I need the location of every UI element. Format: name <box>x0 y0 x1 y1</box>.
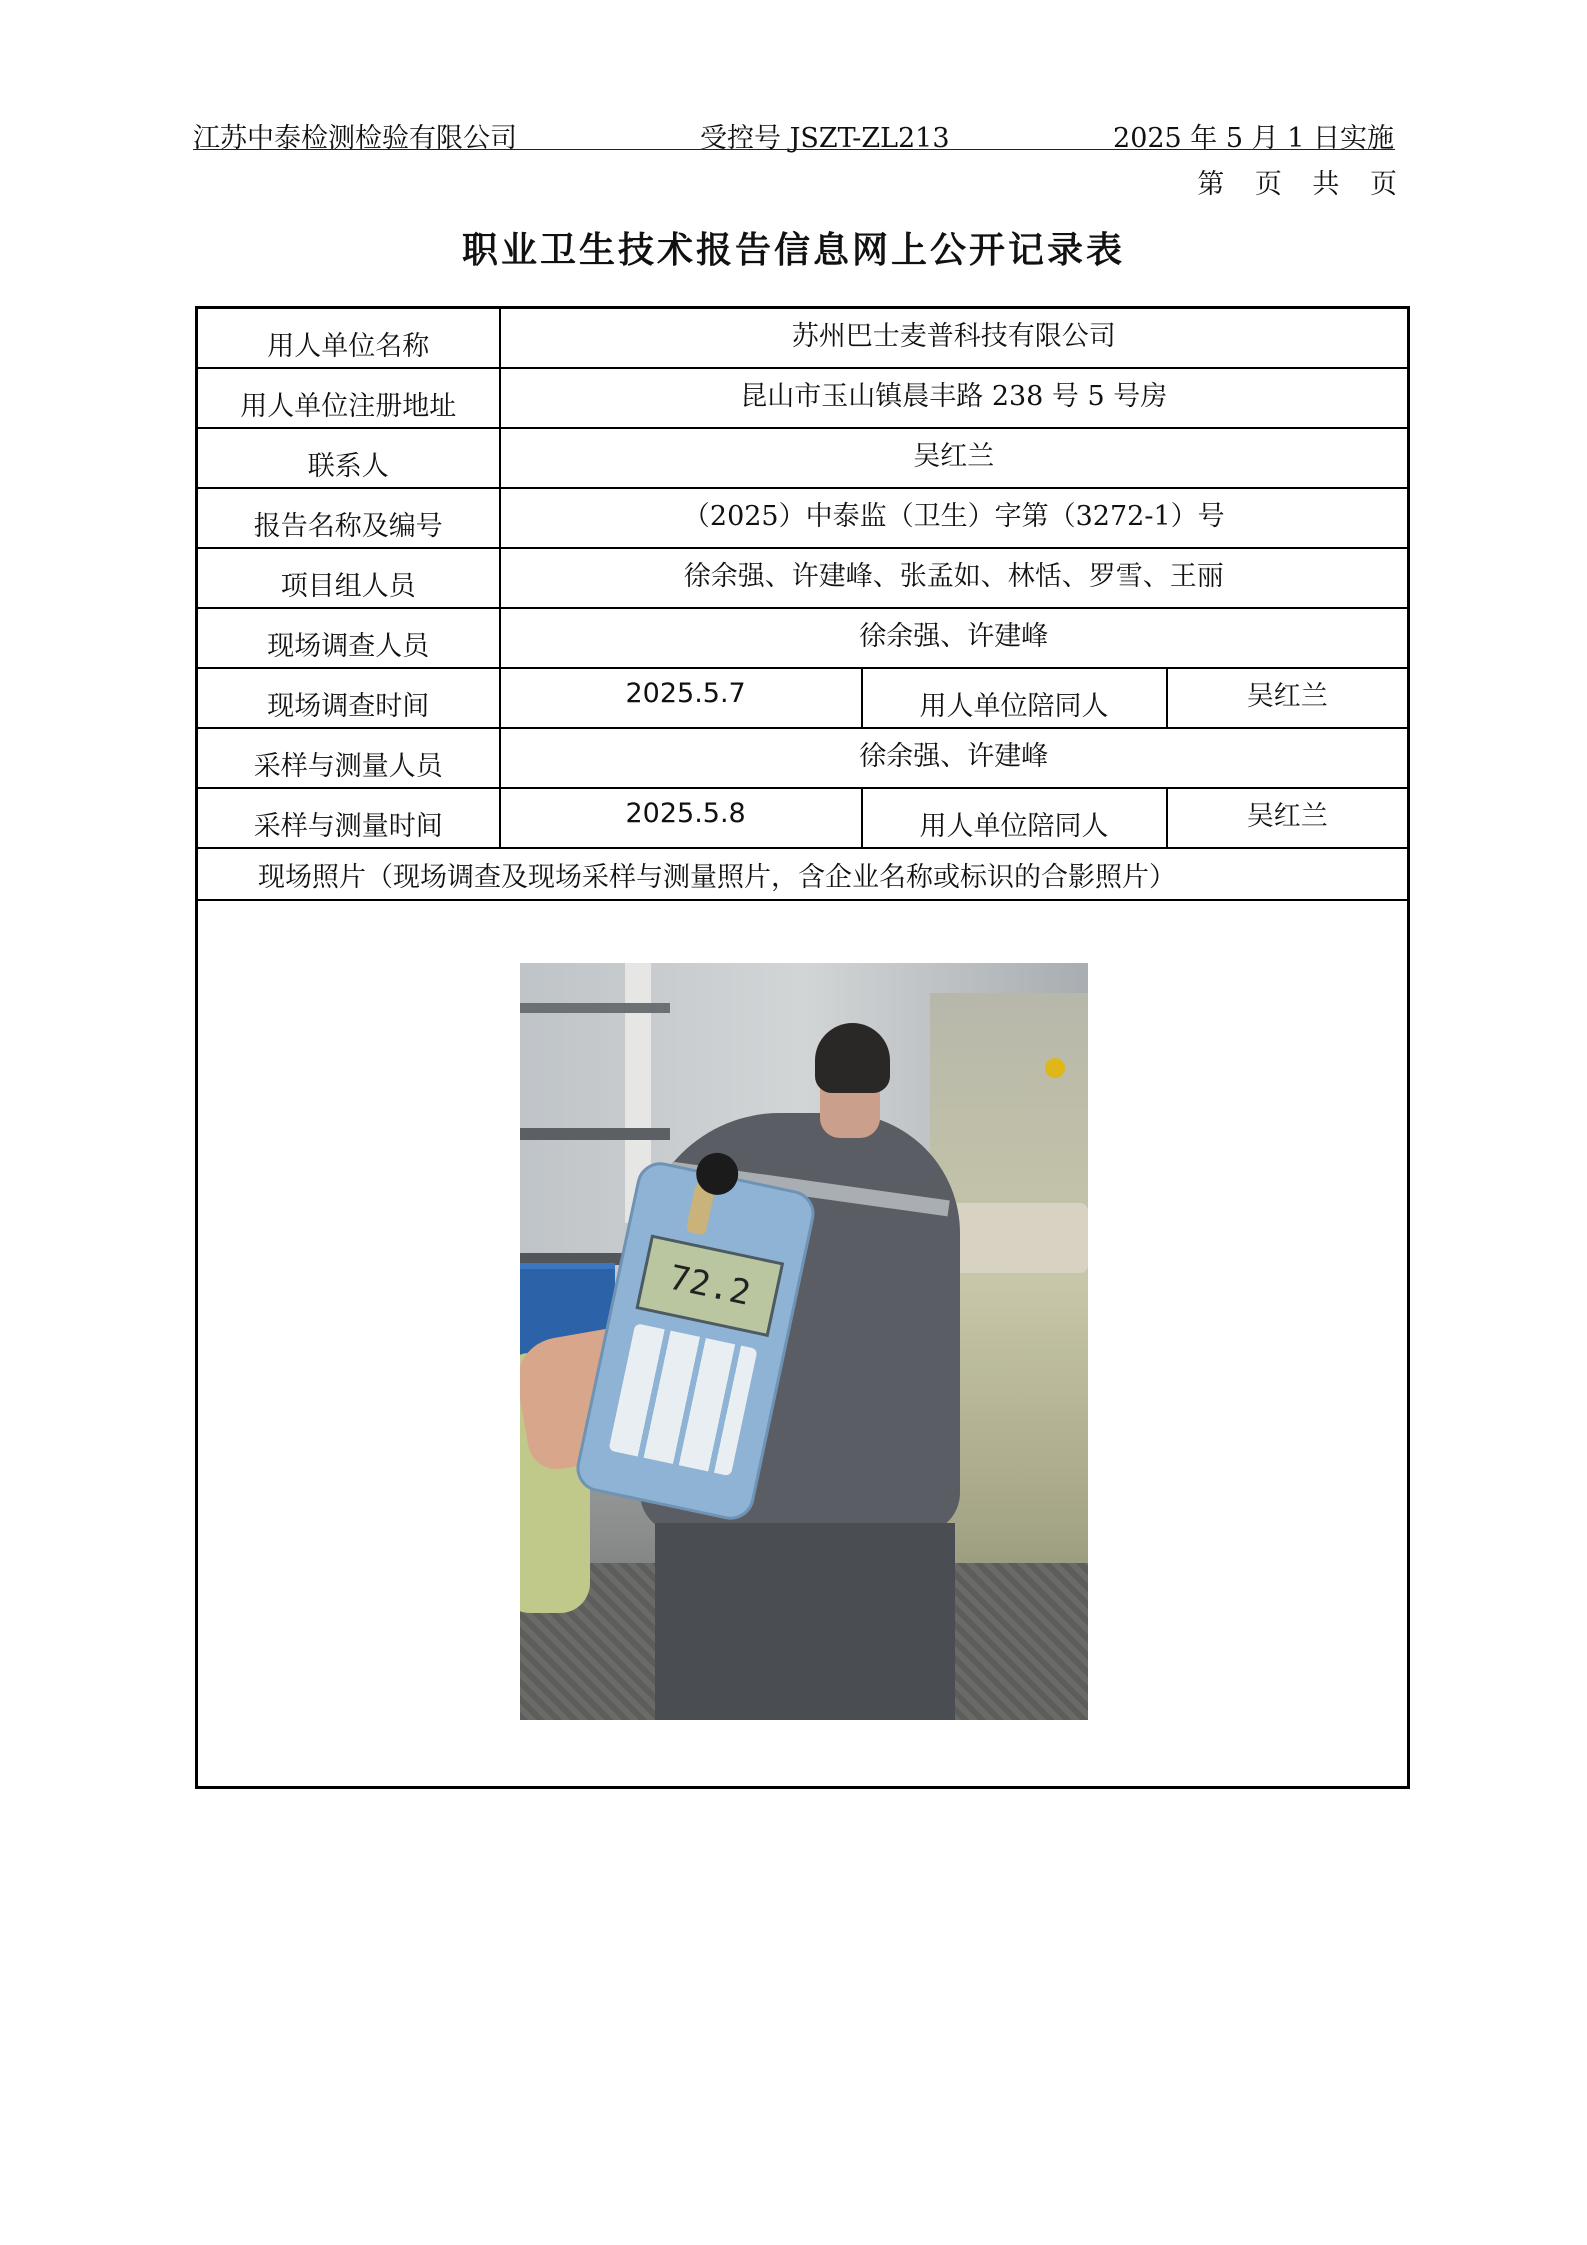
document-title: 职业卫生技术报告信息网上公开记录表 <box>461 230 1125 271</box>
employer-name-label: 用人单位名称 <box>197 308 500 369</box>
photo-cell <box>197 900 1409 1788</box>
sampling-staff-label: 采样与测量人员 <box>197 728 500 788</box>
employer-address-value: 昆山市玉山镇晨丰路 238 号 5 号房 <box>500 368 1409 428</box>
page-number: 第 页 共 页 <box>1197 169 1397 200</box>
site-photo <box>520 963 1088 1720</box>
survey-time-label: 现场调查时间 <box>197 668 500 728</box>
report-value: （2025）中泰监（卫生）字第（3272-1）号 <box>500 488 1409 548</box>
team-value: 徐余强、许建峰、张孟如、林恬、罗雪、王丽 <box>500 548 1409 608</box>
photo-shelf <box>520 1003 670 1013</box>
header-effective-date: 2025 年 5 月 1 日实施 <box>1113 123 1394 154</box>
report-label: 报告名称及编号 <box>197 488 500 548</box>
meter-display: 72.2 <box>635 1234 784 1337</box>
sampling-time-label: 采样与测量时间 <box>197 788 500 848</box>
table-row <box>197 900 1409 1788</box>
photo-shelf <box>520 1128 670 1140</box>
photo-yellow-knob <box>1045 1058 1065 1078</box>
employer-name-value: 苏州巴士麦普科技有限公司 <box>500 308 1409 369</box>
sampling-escort-value: 吴红兰 <box>1167 788 1409 848</box>
table-row <box>197 668 1409 728</box>
photo-worker-legs <box>655 1523 955 1720</box>
table-row <box>197 488 1409 548</box>
header-control-number: 受控号 JSZT-ZL213 <box>700 123 950 154</box>
table-row <box>197 428 1409 488</box>
table-row <box>197 548 1409 608</box>
employer-address-label: 用人单位注册地址 <box>197 368 500 428</box>
contact-value: 吴红兰 <box>500 428 1409 488</box>
header-divider <box>193 149 1395 150</box>
survey-escort-value: 吴红兰 <box>1167 668 1409 728</box>
team-label: 项目组人员 <box>197 548 500 608</box>
meter-keypad <box>608 1323 757 1476</box>
table-row <box>197 728 1409 788</box>
sampling-staff-value: 徐余强、许建峰 <box>500 728 1409 788</box>
sampling-escort-label: 用人单位陪同人 <box>862 788 1167 848</box>
survey-escort-label: 用人单位陪同人 <box>862 668 1167 728</box>
survey-staff-label: 现场调查人员 <box>197 608 500 668</box>
record-table <box>195 306 1410 1789</box>
sampling-time-value: 2025.5.8 <box>500 788 862 848</box>
contact-label: 联系人 <box>197 428 500 488</box>
header-company: 江苏中泰检测检验有限公司 <box>193 123 517 154</box>
survey-time-value: 2025.5.7 <box>500 668 862 728</box>
photo-caption: 现场照片（现场调查及现场采样与测量照片，含企业名称或标识的合影照片） <box>197 848 1409 900</box>
survey-staff-value: 徐余强、许建峰 <box>500 608 1409 668</box>
table-row <box>197 308 1409 369</box>
table-row <box>197 368 1409 428</box>
table-row <box>197 788 1409 848</box>
table-row <box>197 608 1409 668</box>
photo-worker-head <box>815 1023 890 1093</box>
table-row <box>197 848 1409 900</box>
